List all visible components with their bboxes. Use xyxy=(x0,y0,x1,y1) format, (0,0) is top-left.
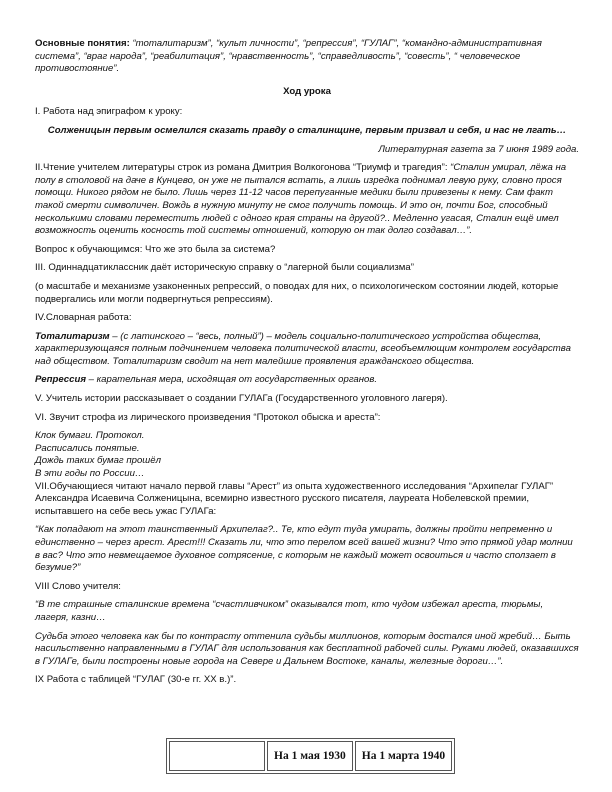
poem-line: В эти годы по России… xyxy=(35,468,145,480)
section-8-title: VIII Слово учителя: xyxy=(35,580,121,592)
section-2-intro: II.Чтение учителем литературы строк из романа Дмитрия Волкогонова “Триумф и трагедия”: xyxy=(35,162,451,174)
section-3-title: III. Одиннадцатиклассник даёт историческую справку о “лагерной были социализма” xyxy=(35,262,414,274)
section-6-title: VI. Звучит строфа из лирического произведения “Протокол обыска и ареста”: xyxy=(35,411,381,423)
document-body xyxy=(35,38,579,693)
section-5: V. Учитель истории рассказывает о создании ГУЛАГа (Государственного уголовного лагеря). xyxy=(35,393,448,405)
definition-text-2: – карательная мера, исходящая от государственных органов. xyxy=(85,374,378,386)
section-9-title: IX Работа с таблицей “ГУЛАГ (30-е гг. ХХ в.)”. xyxy=(35,674,237,686)
poem-stanza xyxy=(35,430,579,480)
definition-totalitarianism xyxy=(35,331,579,369)
table-header-1940: На 1 марта 1940 xyxy=(355,741,452,771)
section-7-quote: “Как попадают на этот таинственный Архипелаг?.. Те, кто едут туда умирать, должны пройти непременно и единственно – через арест. Арест!!! Сказать ли, что это перелом всей вашей жизни? Что это прямой удар молнии в вас? Что это невмещаемое духовное сотрясение, с которым не каждый может освоиться и часто сползает в безумие?” xyxy=(35,524,573,574)
definition-text-1: – (с латинского – “весь, полный”) – модель социально-политического устройства общества, характеризующаяся полным подчинением человека политической власти, всеобъемлющим контролем государства над обществом. Тоталитаризм сводит на нет малейшие проявления гражданского общества. xyxy=(35,330,571,367)
poem-line: Дождь таких бумаг прошёл xyxy=(35,455,161,467)
definition-repression xyxy=(35,374,579,387)
section-2-quote: “Сталин умирал, лёжа на полу в столовой на даче в Кунцево, он уже не пытался встать, а лишь изредка поднимал левую руку, словно прося помощи. Никого рядом не было. Лишь через 11-12 часов перепуганные медики были привезены к нему. Сам факт такой смерти символичен. Вождь в нужную минуту не смог получить помощь. И это он, почти Бог, способный несколькими словами переместить людей с одного края страны на другой?.. Медленно угасая, Сталин ещё имел возможность оценить косность той системы отношений, которую он так долго создавал…”. xyxy=(35,162,567,237)
table-row xyxy=(169,741,452,771)
key-concepts-label: Основные понятия: xyxy=(35,38,130,49)
gulag-table xyxy=(166,738,455,774)
table-cell-empty xyxy=(169,741,265,771)
poem-line: Расписались понятые. xyxy=(35,442,140,454)
section-7: VII.Обучающиеся читают начало первой главы “Арест” из опыта художественного исследования “Архипелаг ГУЛАГ” Александра Исаевича Солженицына, всемирно известного русского писателя, лауреата Нобелевской премии, испытавшего на себе весь ужас ГУЛАГа: xyxy=(35,480,554,517)
table-header-1930: На 1 мая 1930 xyxy=(267,741,353,771)
key-concepts xyxy=(35,38,579,76)
teacher-quote-1: “В те страшные сталинские времена “счастливчиком” оказывался тот, кто чудом избежал ареста, тюрьмы, лагеря, казни… xyxy=(35,599,544,623)
term-totalitarianism: Тоталитаризм xyxy=(35,330,110,342)
lesson-heading: Ход урока xyxy=(283,85,331,97)
poem-line: Клок бумаги. Протокол. xyxy=(35,430,145,442)
question-text: Вопрос к обучающимся: Что же это была за система? xyxy=(35,243,276,255)
section-4-title: IV.Словарная работа: xyxy=(35,312,132,324)
section-3-note: (о масштабе и механизме узаконенных репрессий, о поводах для них, о психологическом состоянии людей, которые подвергались или могли подвергнуться репрессиям). xyxy=(35,280,559,305)
epigraph-text: Солженицын первым осмелился сказать правду о сталинщине, первым призвал и себя, и нас не лгать… xyxy=(47,124,567,136)
epigraph-source: Литературная газета за 7 июня 1989 года. xyxy=(378,143,579,155)
section-1-title: I. Работа над эпиграфом к уроку: xyxy=(35,106,183,118)
teacher-quote-2: Судьба этого человека как бы по контрасту оттенила судьбы миллионов, которым достался иной жребий… Быть насильственно направленными в ГУЛАГ для использования как бесплатной рабочей силы. Руками людей, оказавшихся в ГУЛАГе, были построены новые города на Севере и Дальнем Востоке, каналы, железные дороги…”. xyxy=(35,630,579,667)
section-2 xyxy=(35,162,579,238)
term-repression: Репрессия xyxy=(35,374,86,386)
key-concepts-list: “тоталитаризм”, “культ личности”, “репрессия”, “ГУЛАГ”, “командно-административная система”, “враг народа”, “реабилитация”, “нравственность”, “справедливость”, “совесть”, “ человеческое противостояние”. xyxy=(35,38,542,75)
